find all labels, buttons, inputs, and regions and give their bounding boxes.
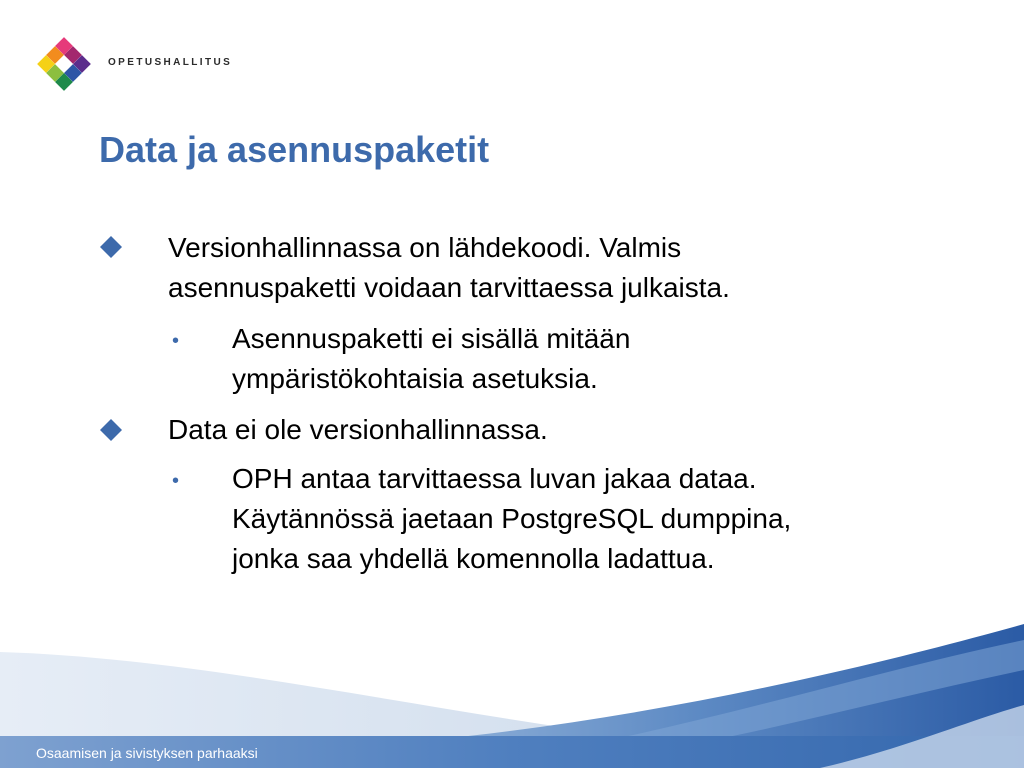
sub-bullet-2-line-3: jonka saa yhdellä komennolla ladattua. [232,543,715,574]
bullet-2-text [168,410,548,450]
sub-bullet-1-line-1: Asennuspaketti ei sisällä mitään [232,323,631,354]
sub-bullet-2-line-2: Käytännössä jaetaan PostgreSQL dumppina, [232,503,792,534]
oph-logo-icon [34,34,94,94]
footer-wave [0,600,1024,768]
slide-title: Data ja asennuspaketit [99,129,490,170]
diamond-bullet-icon [100,419,122,441]
bullet-1-line-2: asennuspaketti voidaan tarvittaessa julkaista. [168,272,730,303]
sub-bullet-1-line-2: ympäristökohtaisia asetuksia. [232,363,598,394]
diamond-bullet-icon [100,236,122,258]
bullet-1-line-1: Versionhallinnassa on lähdekoodi. Valmis [168,232,682,263]
sub-bullet-2-line-1: OPH antaa tarvittaessa luvan jakaa dataa. [232,463,757,494]
bullet-2-line-1: Data ei ole versionhallinnassa. [168,414,548,445]
dot-bullet-icon: • [172,330,180,352]
sub-bullet-1-text [232,319,630,399]
sub-bullet-2-text [232,459,791,579]
brand-name: OPETUSHALLITUS [108,57,233,68]
bullet-1-text [168,228,730,308]
dot-bullet-icon: • [172,470,180,492]
footer-tagline: Osaamisen ja sivistyksen parhaaksi [36,745,258,761]
